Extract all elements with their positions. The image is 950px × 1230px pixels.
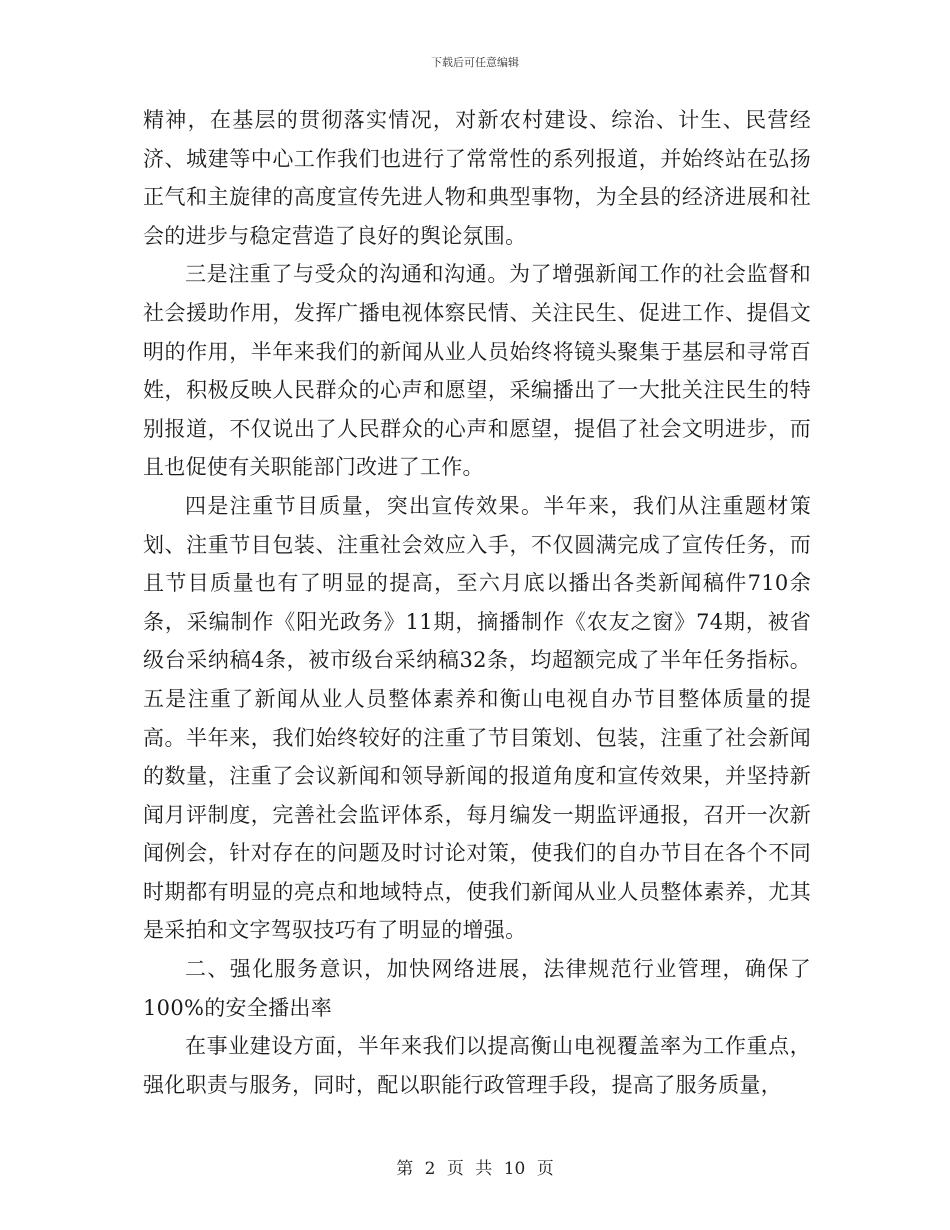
footer-ye: 页: [536, 1159, 554, 1179]
footer-gong: 共: [475, 1159, 493, 1179]
paragraph: 在事业建设方面，半年来我们以提高衡山电视覆盖率为工作重点，强化职责与服务，同时，配以职能行政管理手段，提高了服务质量，: [143, 1034, 811, 1097]
paragraph: 四是注重节目质量，突出宣传效果。半年来，我们从注重题材策划、注重节目包装、注重社会效应入手，不仅圆满完成了宣传任务，而且节目质量也有了明显的提高，至六月底以播出各类新闻稿件710余条，采编制作《阳光政务》11期，摘播制作《农友之窗》74期，被省级台采纳稿4条，被市级台采纳稿32条，均超额完成了半年任务指标。五是注重了新闻从业人员整体素养和衡山电视自办节目整体质量的提高。半年来，我们始终较好的注重了节目策划、包装，注重了社会新闻的数量，注重了会议新闻和领导新闻的报道角度和宣传效果，并坚持新闻月评制度，完善社会监评体系，每月编发一期监评通报，召开一次新闻例会，针对存在的问题及时讨论对策，使我们的自办节目在各个不同时期都有明显的亮点和地域特点，使我们新闻从业人员整体素养，尤其是采拍和文字驾驭技巧有了明显的增强。: [143, 493, 811, 943]
footer-current-page: 2: [424, 1159, 436, 1179]
footer-total-pages: 10: [503, 1159, 526, 1179]
page-footer: [0, 1154, 950, 1179]
footer-di: 第: [396, 1159, 414, 1179]
document-body: [143, 101, 811, 1104]
paragraph: 三是注重了与受众的沟通和沟通。为了增强新闻工作的社会监督和社会援助作用，发挥广播电视体察民情、关注民生、促进工作、提倡文明的作用，半年来我们的新闻从业人员始终将镜头聚集于基层和寻常百姓，积极反映人民群众的心声和愿望，采编播出了一大批关注民生的特别报道，不仅说出了人民群众的心声和愿望，提倡了社会文明进步，而且也促使有关职能部门改进了工作。: [143, 262, 811, 480]
page-header: 下载后可任意编辑: [431, 56, 519, 69]
section-heading: 二、强化服务意识，加快网络进展，法律规范行业管理，确保了100%的安全播出率: [143, 957, 811, 1020]
footer-ye: 页: [446, 1159, 464, 1179]
paragraph: 精神，在基层的贯彻落实情况，对新农村建设、综治、计生、民营经济、城建等中心工作我们也进行了常常性的系列报道，并始终站在弘扬正气和主旋律的高度宣传先进人物和典型事物，为全县的经济进展和社会的进步与稳定营造了良好的舆论氛围。: [143, 108, 811, 248]
